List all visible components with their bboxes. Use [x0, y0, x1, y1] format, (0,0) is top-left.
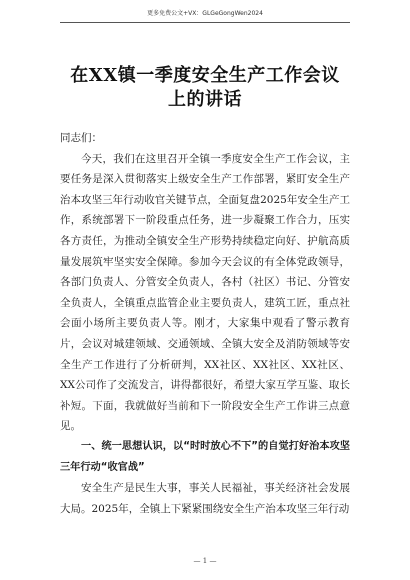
header-note: 更多免费公文+VX：GLGeGongWen2024	[147, 10, 263, 17]
document-body	[60, 128, 350, 519]
section-heading: 一、统一思想认识，以“时时放心不下”的自觉打好治本攻坚三年行动“收官战”	[60, 440, 350, 473]
salutation: 同志们：	[60, 132, 102, 144]
body-paragraph: 安全生产是民生大事，事关人民福祉，事关经济社会发展大局。2025年，全镇上下紧紧围绕安全生产治本攻坚三年行动	[60, 482, 350, 515]
body-paragraph: 今天，我们在这里召开全镇一季度安全生产工作会议，主要任务是深入贯彻落实上级安全生产工作部署，紧盯安全生产治本攻坚三年行动收官关键节点，全面复盘2025年安全生产工作，系统部署下一阶段重点任务，进一步凝聚工作合力，压实各方责任，为推动全镇安全生产形势持续稳定向好、护航高质量发展筑牢坚实安全保障。参加今天会议的有全体党政领导，各部门负责人、分管安全负责人，各村（社区）书记、分管安全负责人，全镇重点监管企业主要负责人，建筑工匠，重点社会面小场所主要负责人等。刚才，大家集中观看了警示教育片，会议对城建领域、交通领域、全镇大安全及消防领域等安全生产工作进行了分析研判，XX社区、XX社区、XX社区、XX公司作了交流发言，讲得都很好，希望大家互学互鉴、取长补短。下面，我就做好当前和下一阶段安全生产工作讲三点意见。	[60, 152, 350, 433]
page-number: — 1 —	[193, 557, 217, 565]
header-divider	[60, 22, 350, 23]
document-title: 在XX镇一季度安全生产工作会议上的讲话	[70, 65, 340, 110]
